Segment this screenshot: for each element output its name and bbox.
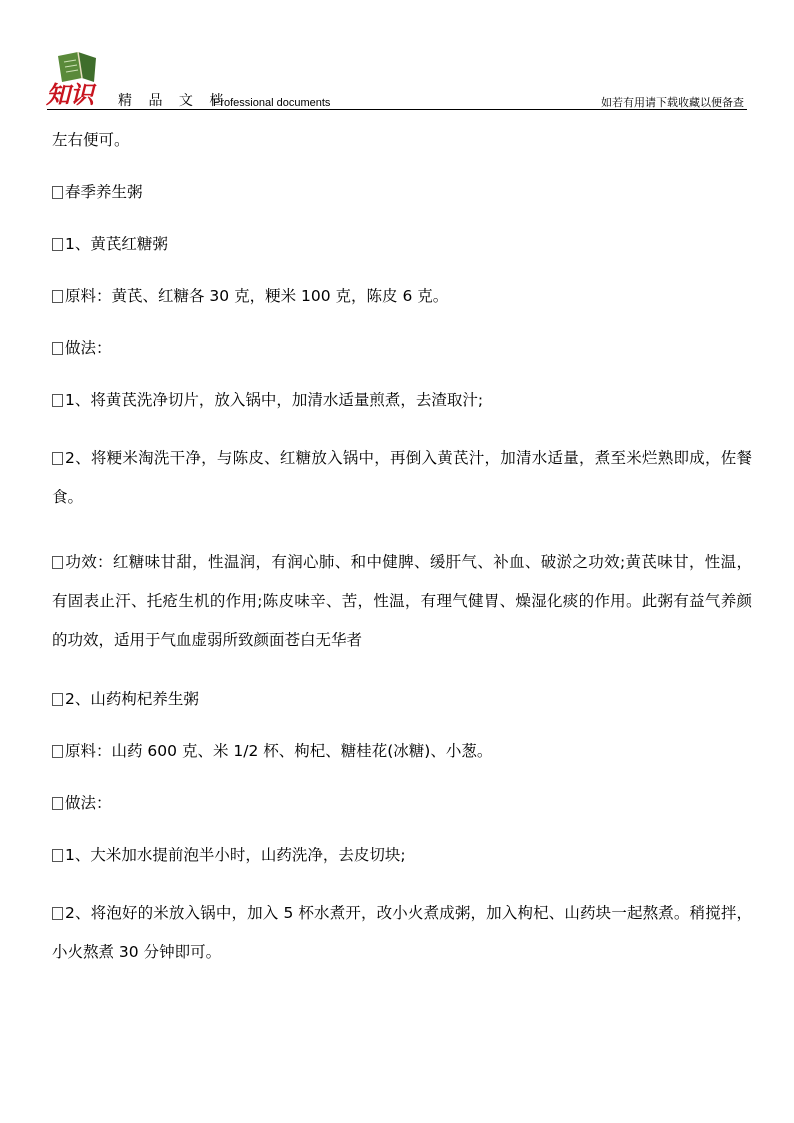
- header-note: 如若有用请下载收藏以便备查: [601, 96, 744, 109]
- section-heading: 春季养生粥: [52, 179, 752, 205]
- bullet-box-icon: [52, 556, 63, 569]
- method-step: 2、将泡好的米放入锅中，加入 5 杯水煮开，改小火煮成粥，加入枸杞、山药块一起熬煮。稍搅拌，小火熬煮 30 分钟即可。: [52, 904, 752, 961]
- document-body: [52, 127, 752, 972]
- paragraph-continuation: 左右便可。: [52, 131, 130, 149]
- ingredients-paragraph: 原料：山药 600 克、米 1/2 杯、枸杞、糖桂花(冰糖)、小葱。: [52, 738, 752, 764]
- bullet-box-icon: [52, 238, 63, 251]
- bullet-box-icon: [52, 452, 63, 465]
- header-divider: [47, 109, 747, 110]
- header-title: 精 品 文 档: [118, 93, 230, 109]
- method-step: 2、将粳米淘洗干净，与陈皮、红糖放入锅中，再倒入黄芪汁，加清水适量，煮至米烂熟即成，佐餐食。: [52, 449, 752, 506]
- ingredients-paragraph: 原料：黄芪、红糖各 30 克，粳米 100 克，陈皮 6 克。: [52, 283, 752, 309]
- book-logo-icon: [44, 48, 106, 108]
- bullet-box-icon: [52, 797, 63, 810]
- bullet-box-icon: [52, 342, 63, 355]
- bullet-box-icon: [52, 907, 63, 920]
- efficacy-paragraph: 功效：红糖味甘甜，性温润，有润心肺、和中健脾、缓肝气、补血、破淤之功效;黄芪味甘，性温，有固表止汗、托疮生机的作用;陈皮味辛、苦，性温，有理气健胃、燥湿化痰的作用。此粥有益气养颜的功效，适用于气血虚弱所致颜面苍白无华者: [52, 553, 752, 649]
- method-heading: 做法：: [52, 790, 752, 816]
- bullet-box-icon: [52, 394, 63, 407]
- bullet-box-icon: [52, 745, 63, 758]
- recipe-title: 1、黄芪红糖粥: [52, 231, 752, 257]
- page-header: [0, 0, 794, 115]
- bullet-box-icon: [52, 186, 63, 199]
- bullet-box-icon: [52, 849, 63, 862]
- bullet-box-icon: [52, 693, 63, 706]
- method-heading: 做法：: [52, 335, 752, 361]
- recipe-title: 2、山药枸杞养生粥: [52, 686, 752, 712]
- method-step: 1、将黄芪洗净切片，放入锅中，加清水适量煎煮，去渣取汁;: [52, 387, 752, 413]
- bullet-box-icon: [52, 290, 63, 303]
- header-subtitle: Professional documents: [213, 97, 331, 109]
- logo-text: 知识: [46, 80, 94, 108]
- method-step: 1、大米加水提前泡半小时，山药洗净，去皮切块;: [52, 842, 752, 868]
